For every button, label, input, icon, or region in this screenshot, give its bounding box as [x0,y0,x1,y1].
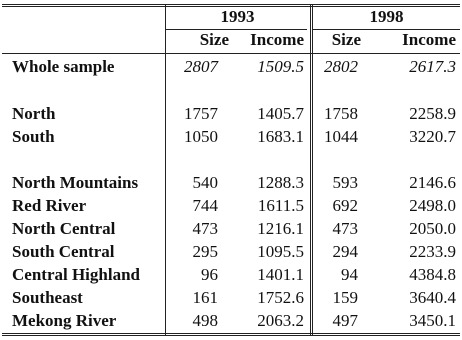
cell-income-1998: 2498.0 [409,196,456,215]
cell-income-1993: 1095.5 [257,242,304,261]
row-label: South [12,127,55,146]
row-label: North [12,104,56,123]
cell-size-1998: 1044 [324,127,358,146]
cell-income-1998: 2617.3 [409,57,456,76]
cell-size-1998: 473 [332,219,358,238]
row-label: Central Highland [12,265,140,284]
row-label: Red River [12,196,87,215]
income-1993-header: Income [250,30,304,49]
cell-size-1998: 593 [332,173,358,192]
cell-size-1993: 295 [192,242,218,261]
cell-size-1998: 159 [332,288,358,307]
column-divider-2-double [312,4,313,336]
cell-income-1998: 3450.1 [409,311,456,330]
column-divider-2 [310,4,311,336]
top-rule [2,4,460,5]
row-label: Whole sample [12,57,115,76]
cell-size-1993: 540 [192,173,218,192]
cell-income-1998: 2146.6 [409,173,456,192]
cell-income-1998: 2258.9 [409,104,456,123]
cell-income-1993: 2063.2 [257,311,304,330]
cell-size-1993: 2807 [184,57,218,76]
cell-size-1993: 744 [192,196,218,215]
cell-size-1998: 294 [332,242,358,261]
year-1998-header: 1998 [369,7,404,26]
cell-size-1993: 1050 [184,127,218,146]
cell-income-1998: 3640.4 [409,288,456,307]
cell-size-1993: 96 [201,265,218,284]
cell-size-1998: 692 [332,196,358,215]
cell-income-1993: 1288.3 [257,173,304,192]
bottom-rule [2,333,460,334]
cell-size-1998: 497 [332,311,358,330]
cell-income-1993: 1752.6 [257,288,304,307]
row-label: North Mountains [12,173,139,192]
cell-income-1998: 2233.9 [409,242,456,261]
cell-size-1993: 161 [192,288,218,307]
cell-size-1998: 1758 [324,104,358,123]
cell-income-1993: 1683.1 [257,127,304,146]
cell-size-1993: 473 [192,219,218,238]
cell-income-1993: 1509.5 [257,57,304,76]
row-label: North Central [12,219,116,238]
header-rule [2,53,460,54]
cell-size-1993: 1757 [184,104,218,123]
cell-income-1993: 1611.5 [257,196,304,215]
cell-income-1998: 3220.7 [409,127,456,146]
row-label: Southeast [12,288,83,307]
cell-size-1998: 94 [341,265,358,284]
cell-income-1993: 1405.7 [257,104,304,123]
row-label: Mekong River [12,311,117,330]
cell-income-1998: 4384.8 [409,265,456,284]
cell-income-1998: 2050.0 [409,219,456,238]
column-divider-1 [165,4,166,336]
income-1998-header: Income [402,30,456,49]
cell-income-1993: 1401.1 [257,265,304,284]
size-1993-header: Size [199,30,229,49]
cell-size-1998: 2802 [324,57,358,76]
cell-size-1993: 498 [192,311,218,330]
row-label: South Central [12,242,115,261]
year-1993-header: 1993 [220,7,255,26]
cell-income-1993: 1216.1 [257,219,304,238]
bottom-rule-double [2,335,460,336]
size-1998-header: Size [331,30,361,49]
